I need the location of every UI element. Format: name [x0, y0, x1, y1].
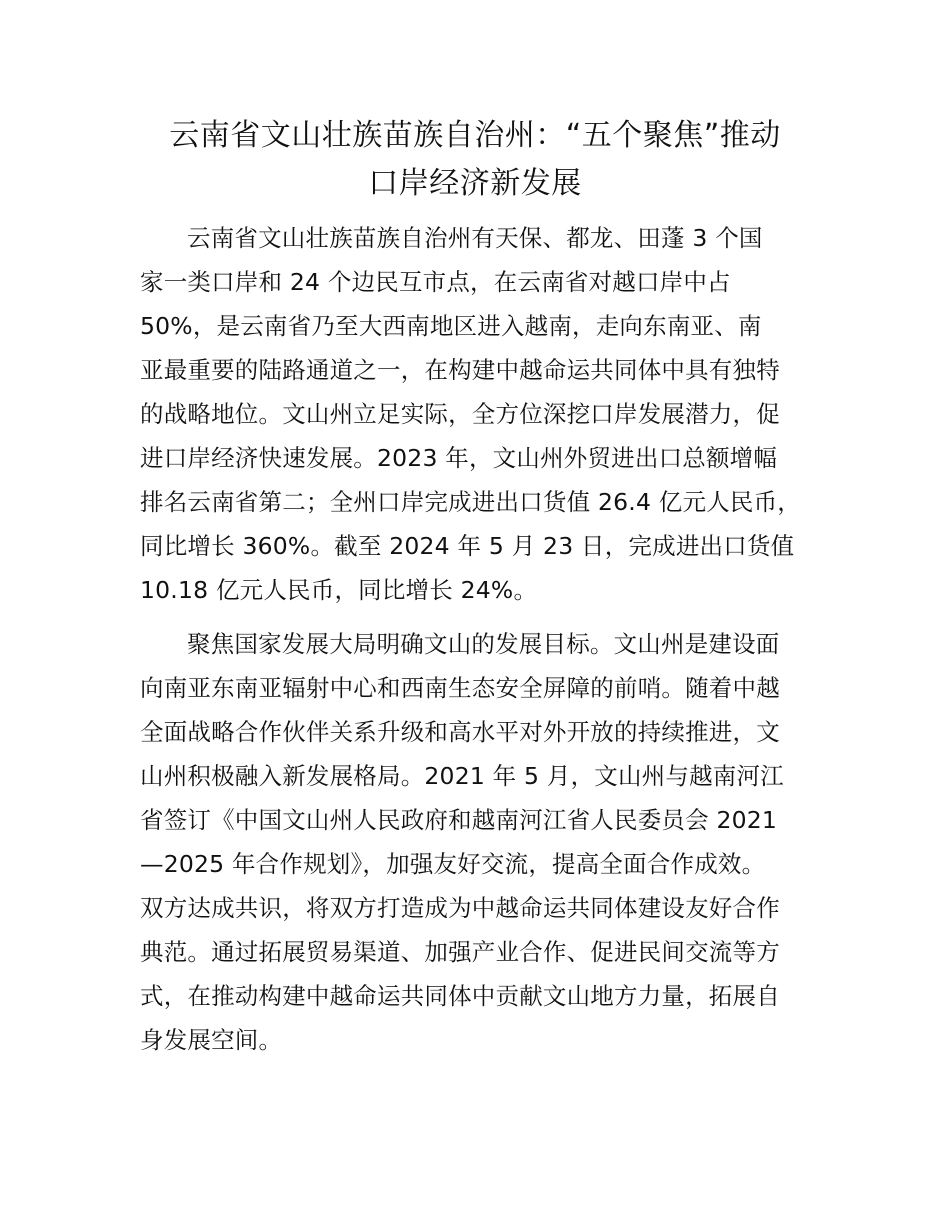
- text-line: 10.18 亿元人民币，同比增长 24%。: [140, 576, 538, 604]
- text-line: 家一类口岸和 24 个边民互市点，在云南省对越口岸中占: [140, 268, 731, 296]
- text-line: 山州积极融入新发展格局。2021 年 5 月，文山州与越南河江: [140, 762, 784, 790]
- text-line: 全面战略合作伙伴关系升级和高水平对外开放的持续推进，文: [140, 718, 780, 746]
- paragraph-1: [140, 216, 820, 612]
- document-body: [140, 216, 820, 1072]
- text-line: 同比增长 360%。截至 2024 年 5 月 23 日，完成进出口货值: [140, 532, 795, 560]
- text-line: 聚焦国家发展大局明确文山的发展目标。文山州是建设面: [187, 630, 780, 658]
- title-line: 云南省文山壮族苗族自治州：“五个聚焦”推动: [169, 118, 781, 153]
- document-title: [100, 112, 850, 208]
- text-line: 向南亚东南亚辐射中心和西南生态安全屏障的前哨。随着中越: [140, 674, 780, 702]
- text-line: 50%，是云南省乃至大西南地区进入越南，走向东南亚、南: [140, 312, 762, 340]
- text-line: 式，在推动构建中越命运共同体中贡献文山地方力量，拓展自: [140, 982, 780, 1010]
- text-line: 典范。通过拓展贸易渠道、加强产业合作、促进民间交流等方: [140, 938, 780, 966]
- text-line: 双方达成共识，将双方打造成为中越命运共同体建设友好合作: [140, 894, 780, 922]
- text-line: 排名云南省第二；全州口岸完成进出口货值 26.4 亿元人民币，: [140, 488, 801, 516]
- text-line: 身发展空间。: [140, 1026, 283, 1054]
- title-line: 口岸经济新发展: [368, 166, 582, 201]
- paragraph-2: [140, 622, 820, 1062]
- text-line: 云南省文山壮族苗族自治州有天保、都龙、田蓬 3 个国: [187, 224, 763, 252]
- text-line: 进口岸经济快速发展。2023 年，文山州外贸进出口总额增幅: [140, 444, 778, 472]
- text-line: 省签订《中国文山州人民政府和越南河江省人民委员会 2021: [140, 806, 778, 834]
- text-line: —2025 年合作规划》，加强友好交流，提高全面合作成效。: [140, 850, 766, 878]
- text-line: 的战略地位。文山州立足实际，全方位深挖口岸发展潜力，促: [140, 400, 780, 428]
- text-line: 亚最重要的陆路通道之一，在构建中越命运共同体中具有独特: [140, 356, 780, 384]
